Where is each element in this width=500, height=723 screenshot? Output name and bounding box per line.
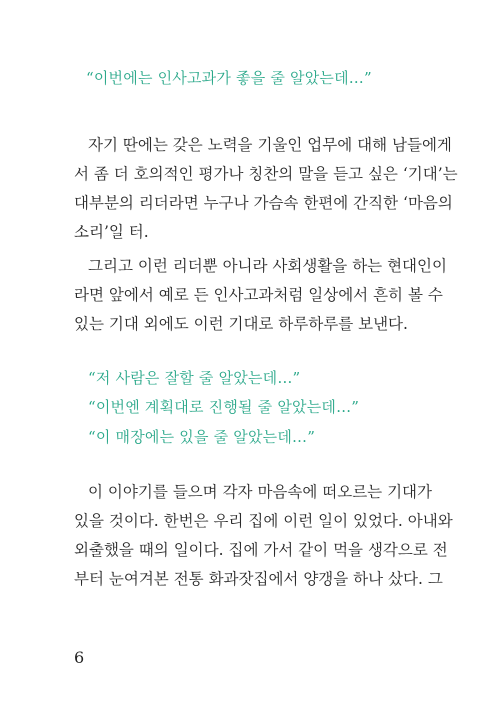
paragraph-1-line: 소리’일 터.	[74, 223, 149, 241]
quote-item: “저 사람은 잘할 줄 알았는데…”	[88, 369, 301, 387]
paragraph-1-line: 자기 딴에는 갖은 노력을 기울인 업무에 대해 남들에게	[88, 136, 452, 154]
quote-item: “이 매장에는 있을 줄 알았는데…”	[88, 428, 316, 446]
paragraph-1-line: 서 좀 더 호의적인 평가나 칭찬의 말을 듣고 싶은 ‘기대’는	[74, 165, 458, 183]
paragraph-2-line: 그리고 이런 리더뿐 아니라 사회생활을 하는 현대인이	[88, 257, 447, 275]
paragraph-2-line: 라면 앞에서 예로 든 인사고과처럼 일상에서 흔히 볼 수	[74, 286, 443, 304]
paragraph-3-line: 있을 것이다. 한번은 우리 집에 이런 일이 있었다. 아내와	[74, 512, 453, 530]
paragraph-2-line: 있는 기대 외에도 이런 기대로 하루하루를 보낸다.	[74, 315, 408, 333]
paragraph-3-line: 이 이야기를 들으며 각자 마음속에 떠오르는 기대가	[88, 483, 432, 501]
paragraph-1-line: 대부분의 리더라면 누구나 가슴속 한편에 간직한 ‘마음의	[74, 194, 453, 212]
paragraph-3-line: 부터 눈여겨본 전통 화과잣집에서 양갱을 하나 샀다. 그	[74, 570, 443, 588]
top-quote: “이번에는 인사고과가 좋을 줄 알았는데…”	[86, 69, 372, 87]
quote-item: “이번엔 계획대로 진행될 줄 알았는데…”	[88, 398, 360, 416]
paragraph-3-line: 외출했을 때의 일이다. 집에 가서 같이 먹을 생각으로 전	[74, 541, 448, 559]
page-number: 6	[74, 648, 85, 667]
